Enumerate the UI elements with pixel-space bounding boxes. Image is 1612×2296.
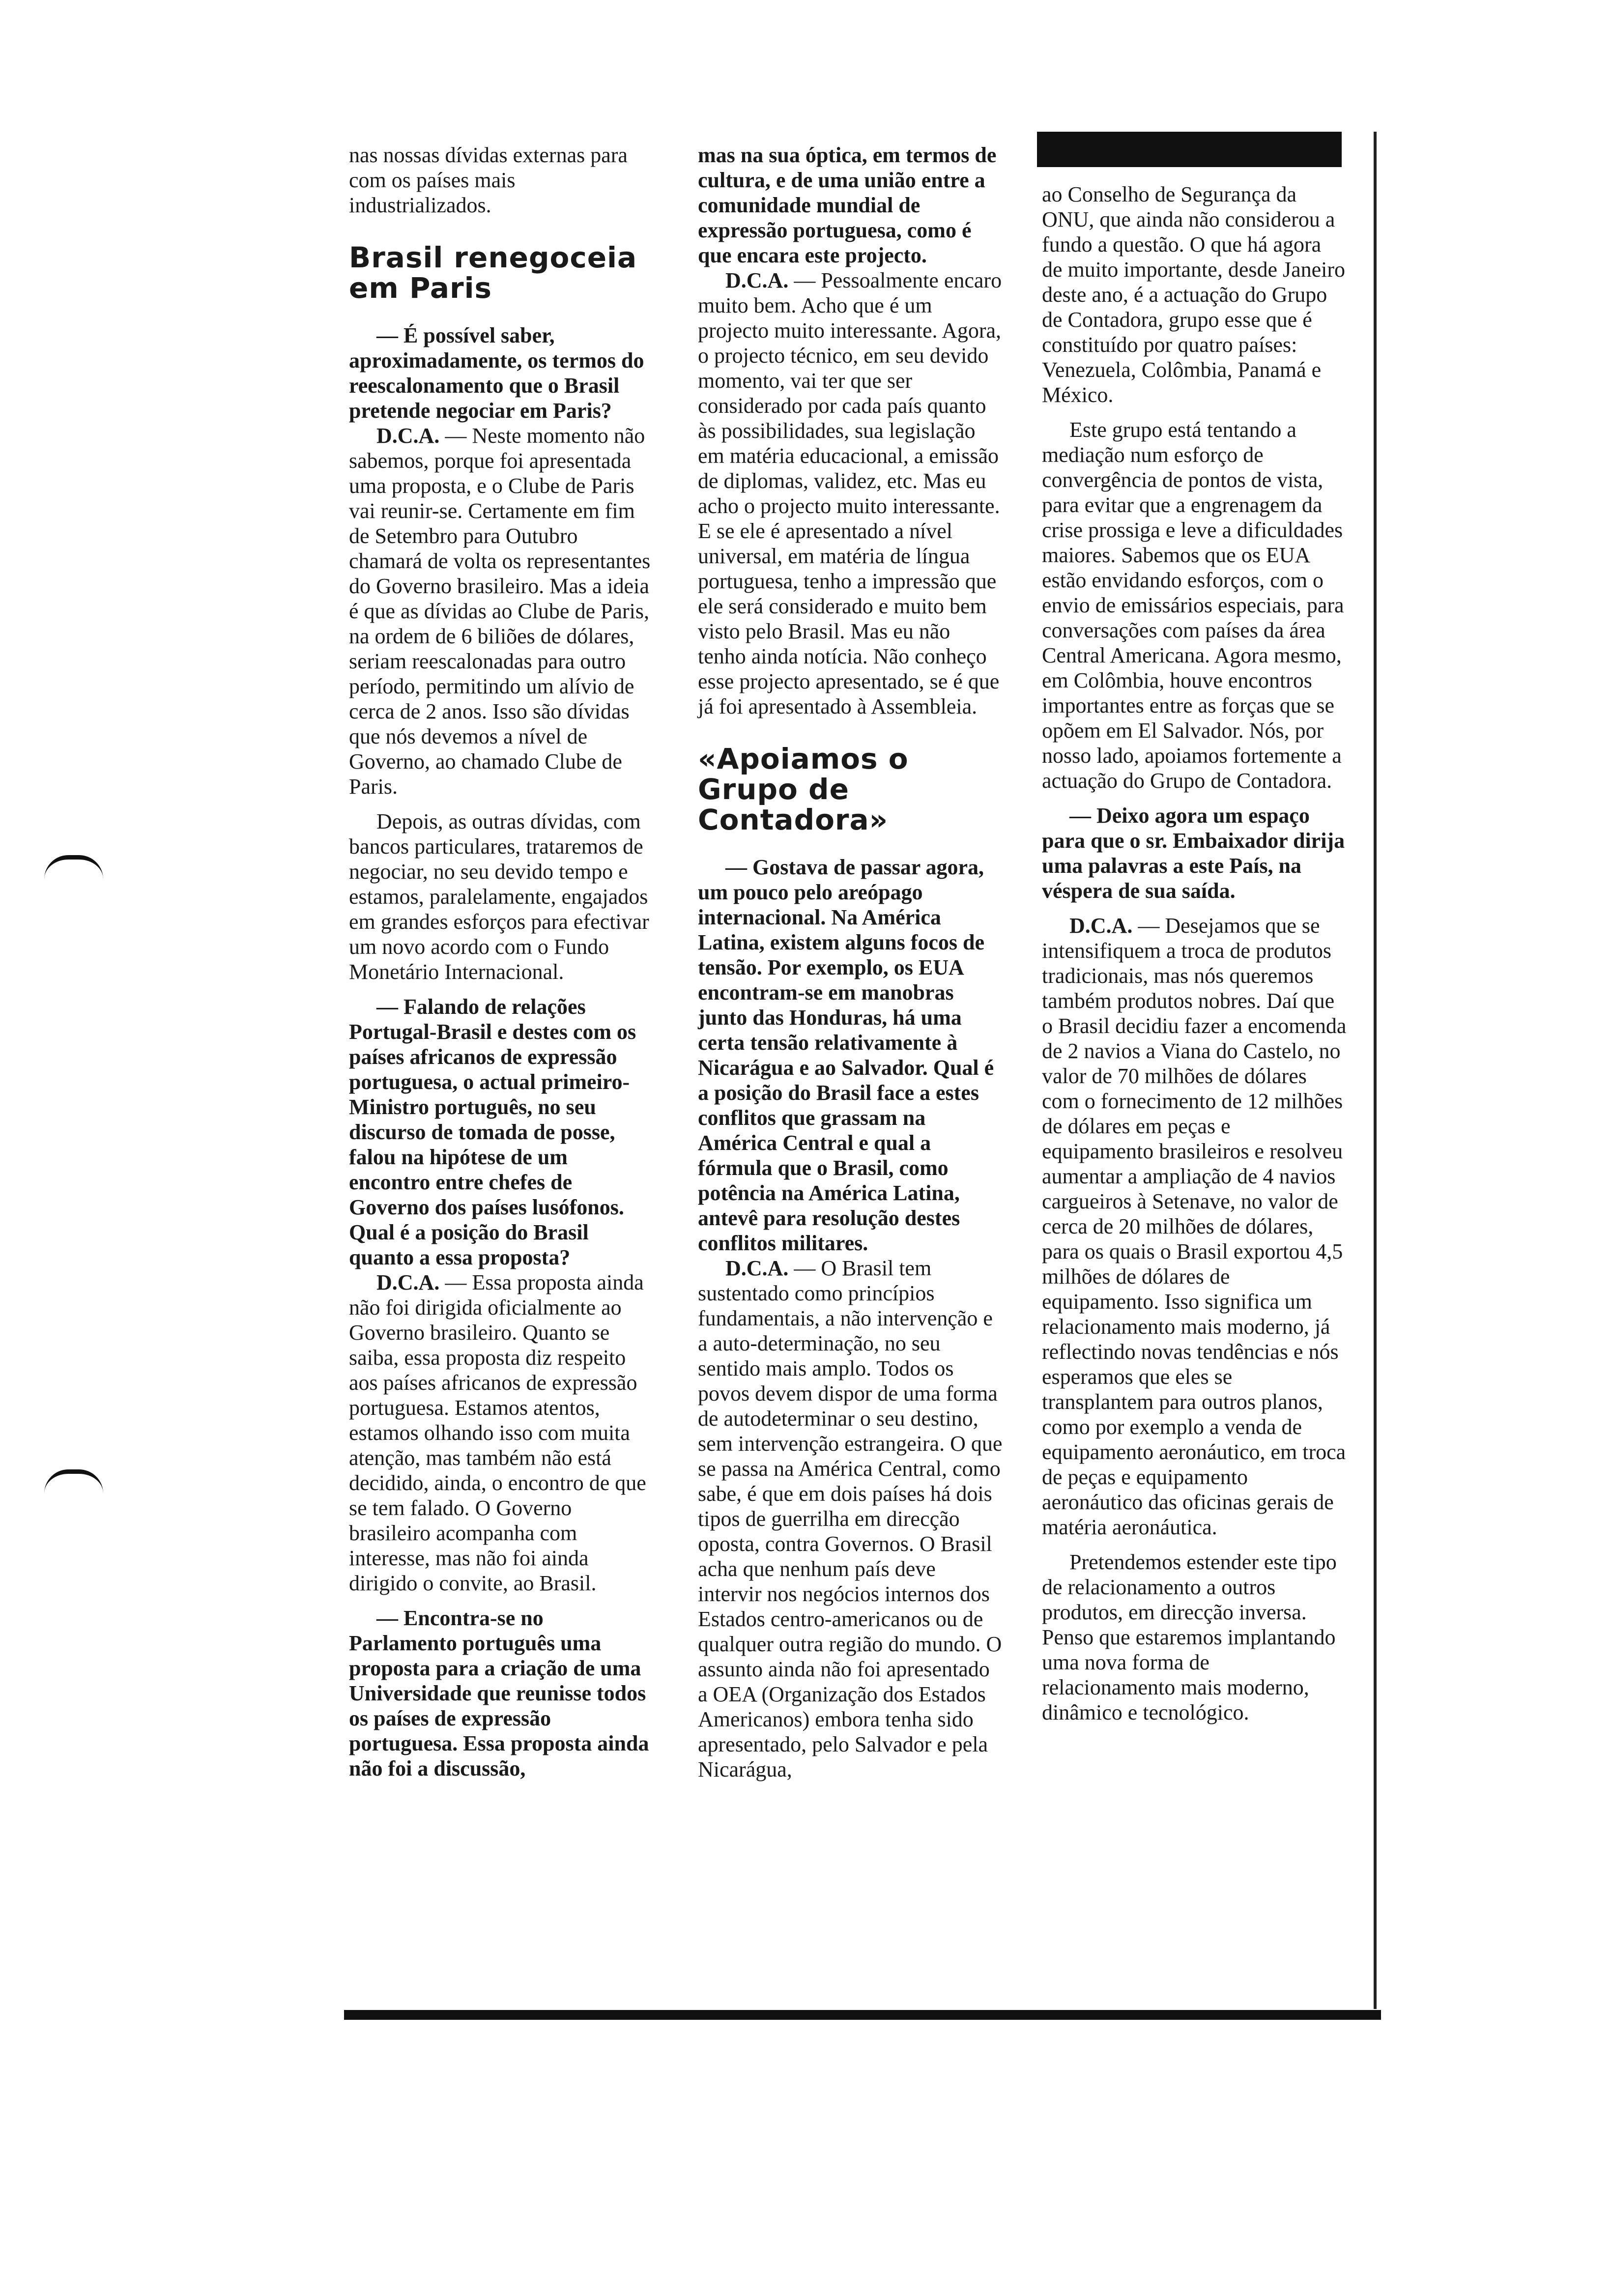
interview-question: — É possível saber, aproximadamente, os termos do reescalonamento que o Brasil pretende negociar em Paris?: [349, 323, 644, 423]
answer-text: — Desejamos que se intensifiquem a troca de produtos tradicionais, mas nós queremos também produtos nobres. Daí que o Brasil decidiu fazer a encomenda de 2 navios a Viana do Castelo, no valor de 70 milhões de dólares com o fornecimento de 12 milhões de dólares em peças e equipamento brasileiros e resolveu aumentar a ampliação de 4 navios cargueiros à Setenave, no valor de cerca de 20 milhões de dólares, para os quais o Brasil exportou 4,5 milhões de dólares de equipamento. Isso significa um relacionamento mais moderno, já reflectindo novas tendências e nós esperamos que eles se transplantem para outros planos, como por exemplo a venda de equipamento aeronáutico, em troca de peças e equipamento aeronáutico das oficinas gerais de matéria aeronáutica.: [1042, 914, 1347, 1539]
article-column-1: [349, 143, 654, 1781]
section-heading-grupo-contadora: «Apoiamos o Grupo de Contadora»: [698, 742, 909, 836]
interview-question: — Encontra-se no Parlamento português uma proposta para a criação de uma Universidade que reunisse todos os países de expressão portuguesa. Essa proposta ainda não foi a discussão,: [349, 1606, 649, 1780]
interview-answer: [349, 423, 654, 799]
margin-punch-mark-icon: [44, 1469, 103, 1493]
interview-answer-continued: Depois, as outras dívidas, com bancos particulares, trataremos de negociar, no seu devido tempo e estamos, paralelamente, engajados em grandes esforços para efectivar um novo acordo com o Fundo Monetário Internacional.: [349, 809, 649, 984]
margin-punch-mark-icon: [44, 855, 103, 879]
answer-text: — Neste momento não sabemos, porque foi apresentada uma proposta, e o Clube de Paris vai reunir-se. Certamente em fim de Setembro para Outubro chamará de volta os representantes do Governo brasileiro. Mas a ideia é que as dívidas ao Clube de Paris, na ordem de 6 biliões de dólares, seriam reescalonadas para outro período, permitindo um alívio de cerca de 2 anos. Isso são dívidas que nós devemos a nível de Governo, ao chamado Clube de Paris.: [349, 424, 651, 799]
interview-question-continued: mas na sua óptica, em termos de cultura, e de uma união entre a comunidade mundial de expressão portuguesa, como é que encara este projecto.: [698, 143, 997, 267]
interview-answer-continued: Este grupo está tentando a mediação num esforço de convergência de pontos de vista, para evitar que a engrenagem da crise prossiga e leve a dificuldades maiores. Sabemos que os EUA estão envidando esforços, com o envio de emissários especiais, para conversações com países da área Central Americana. Agora mesmo, em Colômbia, houve encontros importantes entre as forças que se opõem em El Salvador. Nós, por nosso lado, apoiamos fortemente a actuação do Grupo de Contadora.: [1042, 418, 1344, 793]
interview-answer: [1042, 913, 1347, 1540]
answer-text: — O Brasil tem sustentado como princípios fundamentais, a não intervenção e a auto-determinação, no seu sentido mais amplo. Todos os povos devem dispor de uma forma de autodeterminar o seu destino, sem intervenção estrangeira. O que se passa na América Central, como sabe, é que em dois países há dois tipos de guerrilha em direcção oposta, contra Governos. O Brasil acha que nenhum país deve intervir nos negócios internos dos Estados centro-americanos ou de qualquer outra região do mundo. O assunto ainda não foi apresentado a OEA (Organização dos Estados Americanos) embora tenha sido apresentado, pelo Salvador e pela Nicarágua,: [698, 1256, 1003, 1781]
speaker-label: D.C.A.: [1069, 914, 1133, 938]
speaker-label: D.C.A.: [376, 1270, 440, 1294]
article-column-3: [1042, 182, 1347, 1725]
interview-question: — Deixo agora um espaço para que o sr. Embaixador dirija uma palavras a este País, na véspera de sua saída.: [1042, 804, 1345, 903]
right-vertical-rule: [1374, 132, 1377, 2009]
interview-question: — Gostava de passar agora, um pouco pelo areópago internacional. Na América Latina, existem alguns focos de tensão. Por exemplo, os EUA encontram-se em manobras junto das Honduras, há uma certa tensão relativamente à Nicarágua e ao Salvador. Qual é a posição do Brasil face a estes conflitos que grassam na América Central e qual a fórmula que o Brasil, como potência na América Latina, antevê para resolução destes conflitos militares.: [698, 855, 994, 1255]
interview-question: — Falando de relações Portugal-Brasil e destes com os países africanos de expressão portuguesa, o actual primeiro-Ministro português, no seu discurso de tomada de posse, falou na hipótese de um encontro entre chefes de Governo dos países lusófonos. Qual é a posição do Brasil quanto a essa proposta?: [349, 995, 636, 1269]
interview-answer: [698, 268, 1003, 719]
speaker-label: D.C.A.: [376, 424, 440, 448]
column3-black-header-bar: [1037, 132, 1342, 167]
answer-text: — Essa proposta ainda não foi dirigida oficialmente ao Governo brasileiro. Quanto se saiba, essa proposta diz respeito aos países africanos de expressão portuguesa. Estamos atentos, estamos olhando isso com muita atenção, mas também não está decidido, ainda, o encontro de que se tem falado. O Governo brasileiro acompanha com interesse, mas não foi ainda dirigido o convite, ao Brasil.: [349, 1270, 646, 1595]
speaker-label: D.C.A.: [725, 268, 789, 292]
interview-answer: [698, 1256, 1003, 1782]
interview-answer-continued: Pretendemos estender este tipo de relacionamento a outros produtos, em direcção inversa. Penso que estaremos implantando uma nova forma de relacionamento mais moderno, dinâmico e tecnológico.: [1042, 1550, 1337, 1724]
speaker-label: D.C.A.: [725, 1256, 789, 1280]
answer-text: — Pessoalmente encaro muito bem. Acho que é um projecto muito interessante. Agora, o projecto técnico, em seu devido momento, vai ter que ser considerado por cada país quanto às possibilidades, sua legislação em matéria educacional, a emissão de diplomas, validez, etc. Mas eu acho o projecto muito interessante. E se ele é apresentado a nível universal, em matéria de língua portuguesa, tenho a impressão que ele será considerado e muito bem visto pelo Brasil. Mas eu não tenho ainda notícia. Não conheço esse projecto apresentado, se é que já foi apresentado à Assembleia.: [698, 268, 1002, 718]
interview-answer: [349, 1270, 654, 1596]
lead-paragraph: nas nossas dívidas externas para com os países mais industrializados.: [349, 143, 628, 217]
bottom-horizontal-rule: [344, 2010, 1381, 2020]
section-heading-brasil-renegoceia: Brasil renegoceia em Paris: [349, 241, 637, 305]
article-column-2: [698, 143, 1003, 1782]
interview-answer-continued: ao Conselho de Segurança da ONU, que ainda não considerou a fundo a questão. O que há agora de muito importante, desde Janeiro deste ano, é a actuação do Grupo de Contadora, grupo esse que é constituído por quatro países: Venezuela, Colômbia, Panamá e México.: [1042, 182, 1346, 407]
